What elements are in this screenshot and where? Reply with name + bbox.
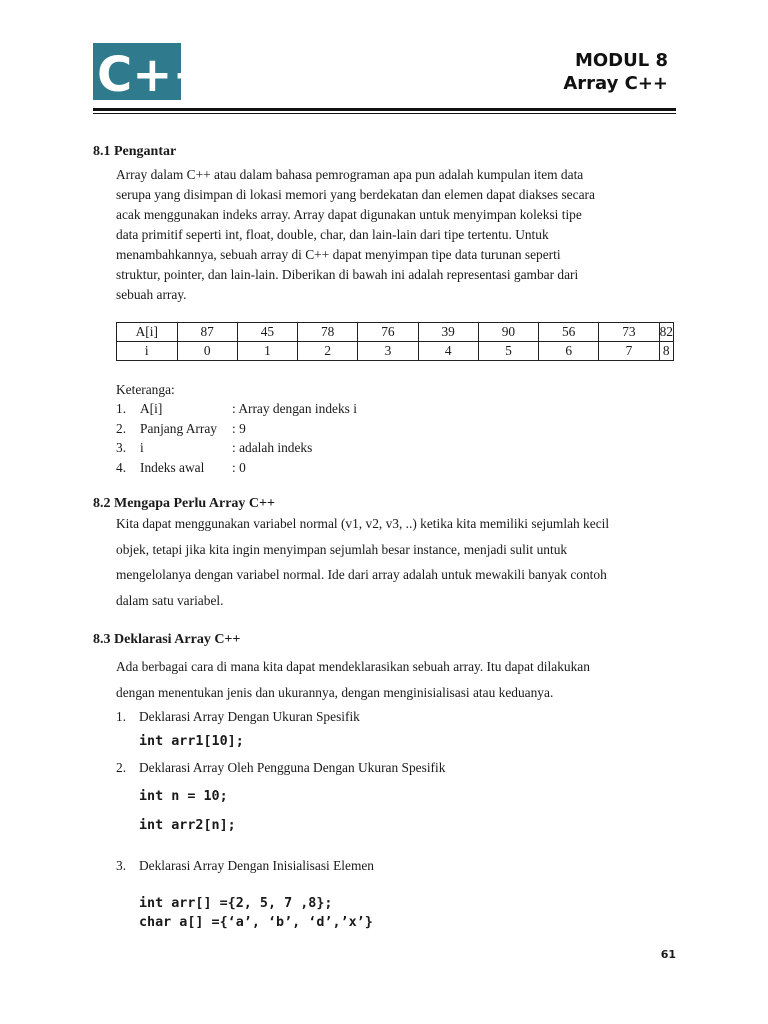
code-line: int arr2[n]; <box>139 818 236 833</box>
text-line: menambahkannya, sebuah array di C++ dapat menyimpan tipe data turunan seperti <box>116 247 561 262</box>
table-cell: 6 <box>539 342 599 361</box>
text-line: data primitif seperti int, float, double, char, dan lain-lain dari tipe tertentu. Untuk <box>116 227 549 242</box>
text-line: dengan menentukan jenis dan ukurannya, dengan menginisialisasi atau keduanya. <box>116 684 554 700</box>
section-title-mengapa: 8.2 Mengapa Perlu Array C++ <box>93 496 275 511</box>
list-number: 1. <box>116 401 127 417</box>
header-rule-thin <box>93 113 676 114</box>
list-value: : 0 <box>232 459 246 475</box>
text-line: serupa yang disimpan di lokasi memori yang berdekatan dan elemen dapat diakses secara <box>116 187 595 202</box>
module-number: MODUL 8 <box>574 50 668 71</box>
table-cell: 39 <box>418 323 478 342</box>
list-value: : 9 <box>232 420 246 436</box>
list-number: 3. <box>116 440 127 456</box>
table-cell: 73 <box>599 323 659 342</box>
list-value: : adalah indeks <box>232 440 313 456</box>
list-key: A[i] <box>140 401 163 417</box>
section-title-pengantar: 8.1 Pengantar <box>93 144 177 159</box>
table-cell: 82 <box>659 323 673 342</box>
array-table <box>116 322 674 361</box>
section-title-deklarasi: 8.3 Deklarasi Array C++ <box>93 632 241 647</box>
keterangan-list <box>116 380 357 477</box>
list-text: Deklarasi Array Dengan Ukuran Spesifik <box>139 709 360 724</box>
table-cell: 7 <box>599 342 659 361</box>
list-number: 1. <box>116 709 127 724</box>
table-row-values <box>117 323 674 342</box>
table-cell: 87 <box>177 323 237 342</box>
text-line: struktur, pointer, dan lain-lain. Diberikan di bawah ini adalah representasi gambar dari <box>116 267 579 282</box>
paragraph-mengapa <box>116 511 674 613</box>
text-line: objek, tetapi jika kita ingin menyimpan sejumlah besar instance, menjadi sulit untuk <box>116 541 568 557</box>
paragraph-deklarasi <box>116 654 674 705</box>
table-cell: 0 <box>177 342 237 361</box>
text-line: Kita dapat menggunakan variabel normal (v1, v2, v3, ..) ketika kita memiliki sejumlah kecil <box>116 516 610 531</box>
header-rule-thick <box>93 108 676 111</box>
table-cell: 56 <box>539 323 599 342</box>
code-line: char a[] ={‘a’, ‘b’, ‘d’,’x’} <box>139 915 373 930</box>
table-cell: 90 <box>478 323 538 342</box>
table-cell: 5 <box>478 342 538 361</box>
code-line: int n = 10; <box>139 789 228 804</box>
list-key: Indeks awal <box>140 459 205 475</box>
table-cell-label: i <box>117 342 178 361</box>
table-cell: 3 <box>358 342 418 361</box>
table-row-indices <box>117 342 674 361</box>
list-item <box>116 438 357 457</box>
text-line: Array dalam C++ atau dalam bahasa pemrograman apa pun adalah kumpulan item data <box>116 167 584 182</box>
table-cell: 76 <box>358 323 418 342</box>
text-line: acak menggunakan indeks array. Array dapat digunakan untuk menyimpan koleksi tipe <box>116 207 582 222</box>
list-number: 3. <box>116 858 127 873</box>
list-number: 2. <box>116 760 127 775</box>
module-title: Array C++ <box>563 73 668 94</box>
list-item-deklarasi-3 <box>116 858 374 874</box>
list-text: Deklarasi Array Oleh Pengguna Dengan Ukuran Spesifik <box>139 760 446 775</box>
text-line: Ada berbagai cara di mana kita dapat mendeklarasikan sebuah array. Itu dapat dilakukan <box>116 659 590 674</box>
page-number: 61 <box>660 948 676 961</box>
list-key: i <box>140 440 144 456</box>
table-cell: 4 <box>418 342 478 361</box>
paragraph-pengantar <box>116 165 674 305</box>
text-line: dalam satu variabel. <box>116 592 224 608</box>
list-value: : Array dengan indeks i <box>232 401 357 417</box>
code-line: int arr1[10]; <box>139 734 244 749</box>
table-cell: 78 <box>298 323 358 342</box>
list-item <box>116 399 357 418</box>
module-header <box>563 49 668 95</box>
logo-text: C++ <box>97 47 213 103</box>
table-cell: 1 <box>237 342 297 361</box>
list-item <box>116 419 357 438</box>
list-number: 2. <box>116 420 127 436</box>
table-cell: 45 <box>237 323 297 342</box>
list-item <box>116 458 357 477</box>
table-cell-label: A[i] <box>117 323 178 342</box>
list-number: 4. <box>116 459 127 475</box>
list-item-deklarasi-1 <box>116 709 360 725</box>
list-item-deklarasi-2 <box>116 760 445 776</box>
text-line: mengelolanya dengan variabel normal. Ide dari array adalah untuk mewakili banyak contoh <box>116 567 607 582</box>
code-line: int arr[] ={2, 5, 7 ,8}; <box>139 896 333 911</box>
table-cell: 8 <box>659 342 673 361</box>
list-key: Panjang Array <box>140 420 217 436</box>
cpp-logo <box>93 43 213 103</box>
keterangan-title: Keteranga: <box>116 382 175 397</box>
text-line: sebuah array. <box>116 287 187 302</box>
list-text: Deklarasi Array Dengan Inisialisasi Elemen <box>139 858 375 873</box>
table-cell: 2 <box>298 342 358 361</box>
